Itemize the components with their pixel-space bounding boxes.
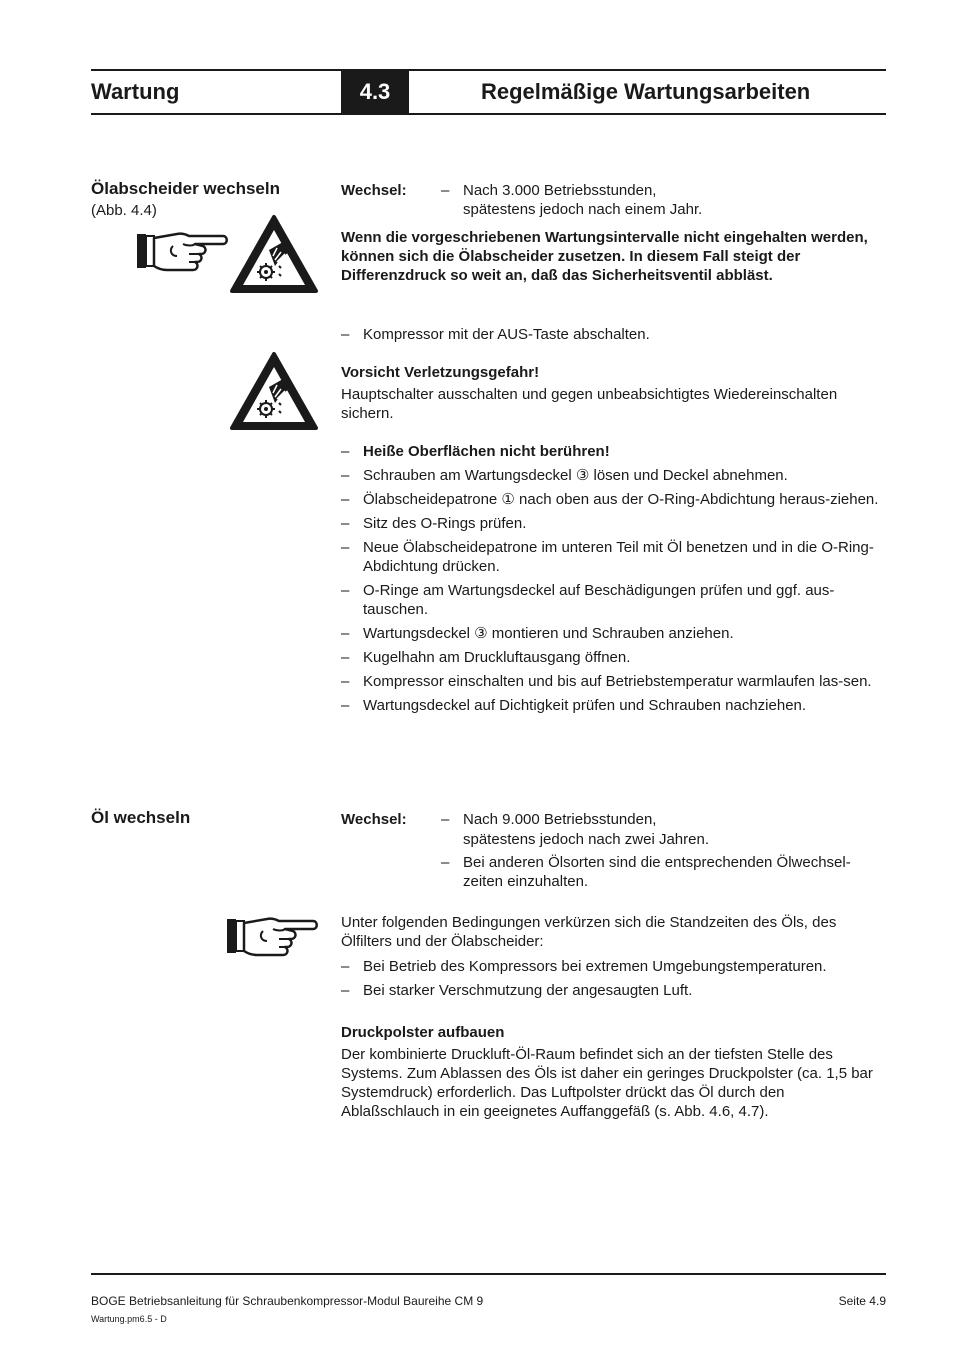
hot-surface-warning-icon — [229, 351, 319, 431]
section-title-oelabscheider: Ölabscheider wechseln — [91, 179, 280, 198]
maintenance-warning: Wenn die vorgeschriebenen Wartungsintervalle nicht eingehalten werden, können sich die Ölabscheider zusetzen. In diesem Fall steigt der Differenzdruck so weit an, daß das Sicherheitsventil abbläst. — [341, 229, 868, 284]
list-item: – Wartungsdeckel auf Dichtigkeit prüfen und Schrauben nachziehen. — [341, 697, 807, 714]
footer-page-number: Seite 4.9 — [838, 1294, 886, 1308]
section-title-oel-wechseln: Öl wechseln — [91, 808, 191, 827]
interval-line-2: spätestens jedoch nach zwei Jahren. — [463, 831, 709, 848]
list-item: – Bei Betrieb des Kompressors bei extremen Umgebungstemperaturen. — [341, 958, 827, 975]
list-item: – Heiße Oberflächen nicht berühren! — [341, 443, 610, 460]
figure-reference: (Abb. 4.4) — [91, 202, 157, 219]
pointing-hand-icon — [227, 913, 319, 959]
interval-label: Wechsel: — [341, 182, 407, 199]
interval-line-1: Nach 3.000 Betriebsstunden, — [463, 182, 657, 199]
list-item: – Kugelhahn am Druckluftausgang öffnen. — [341, 649, 631, 666]
interval-dash: – — [441, 854, 450, 871]
pressure-title: Druckpolster aufbauen — [341, 1024, 505, 1041]
pressure-text: Der kombinierte Druckluft-Öl-Raum befindet sich an der tiefsten Stelle des Systems. Zum Ablassen des Öls ist daher ein geringes Druckpolster (ca. 1,5 bar Systemdruck) erforderlich. Das Luftpolster drückt das Öl durch den Ablaßschlauch in ein geeignetes Auffanggefäß (s. Abb. 4.6, 4.7). — [341, 1046, 873, 1120]
header-section-number: 4.3 — [341, 70, 409, 114]
list-item: – Schrauben am Wartungsdeckel ③ lösen und Deckel abnehmen. — [341, 467, 788, 484]
list-item: – Kompressor mit der AUS-Taste abschalten. — [341, 326, 650, 343]
header-bottom-rule — [91, 113, 886, 115]
interval-dash: – — [441, 182, 450, 199]
caution-title: Vorsicht Verletzungsgefahr! — [341, 364, 540, 381]
header-chapter: Wartung — [91, 79, 180, 104]
caution-text: Hauptschalter ausschalten und gegen unbeabsichtigtes Wiedereinschalten sichern. — [341, 386, 838, 422]
step-list — [341, 442, 886, 720]
interval-item-2: Bei anderen Ölsorten sind die entsprechenden Ölwechsel-zeiten einzuhalten. — [463, 854, 851, 890]
conditions-intro: Unter folgenden Bedingungen verkürzen sich die Standzeiten des Öls, des Ölfilters und der Ölabscheider: — [341, 914, 837, 950]
footer-rule — [91, 1273, 886, 1275]
list-item: – Wartungsdeckel ③ montieren und Schrauben anziehen. — [341, 625, 734, 642]
pointing-hand-icon — [137, 228, 229, 274]
list-item: – Kompressor einschalten und bis auf Betriebstemperatur warmlaufen las-sen. — [341, 673, 872, 690]
list-item: – Ölabscheidepatrone ① nach oben aus der O-Ring-Abdichtung heraus-ziehen. — [341, 491, 879, 508]
interval-label: Wechsel: — [341, 811, 407, 828]
conditions-list — [341, 957, 886, 1005]
footer-file-reference: Wartung.pm6.5 - D — [91, 1314, 167, 1324]
list-item: – Sitz des O-Rings prüfen. — [341, 515, 527, 532]
list-item: – O-Ringe am Wartungsdeckel auf Beschädigungen prüfen und ggf. aus-tauschen. — [341, 582, 835, 618]
interval-line-1: Nach 9.000 Betriebsstunden, — [463, 811, 657, 828]
hot-surface-warning-icon — [229, 214, 319, 294]
list-item: – Bei starker Verschmutzung der angesaugten Luft. — [341, 982, 693, 999]
interval-line-2: spätestens jedoch nach einem Jahr. — [463, 201, 703, 218]
list-item: – Neue Ölabscheidepatrone im unteren Teil mit Öl benetzen und in die O-Ring-Abdichtung drücken. — [341, 539, 874, 575]
step-list-first — [341, 325, 886, 349]
header-top-rule — [91, 69, 886, 71]
header-title: Regelmäßige Wartungsarbeiten — [481, 79, 811, 104]
interval-dash: – — [441, 811, 450, 828]
footer-document-title: BOGE Betriebsanleitung für Schraubenkompressor-Modul Baureihe CM 9 — [91, 1294, 484, 1308]
